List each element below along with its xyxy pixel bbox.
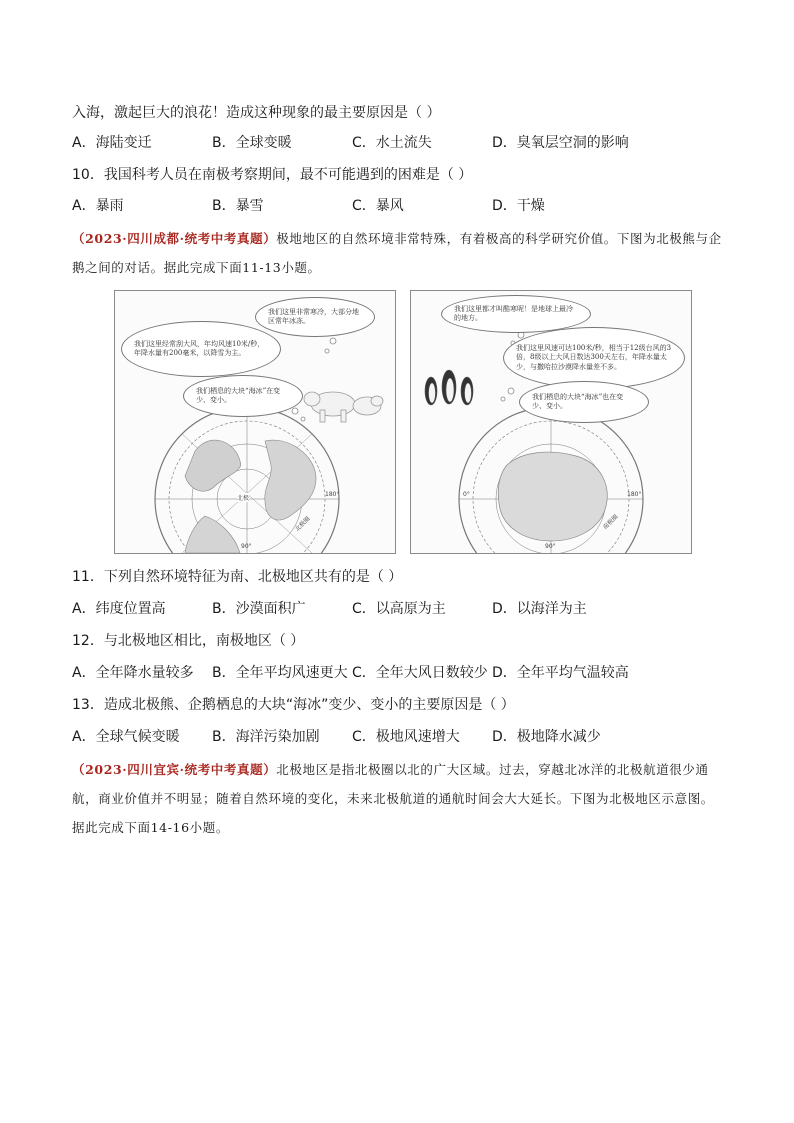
source-tag: （2023·四川宜宾·统考中考真题） xyxy=(72,762,277,777)
intro-paragraph-1 xyxy=(72,224,722,282)
q9-option-d: D．臭氧层空洞的影响 xyxy=(492,135,629,151)
q12-option-b: B．全年平均风速更大 xyxy=(212,665,348,681)
q10-option-d: D．干燥 xyxy=(492,198,545,214)
q12-stem: 12．与北极地区相比，南极地区（ ） xyxy=(72,633,305,649)
q12-option-d: D．全年平均气温较高 xyxy=(492,665,629,681)
arctic-lon-90: 90° xyxy=(241,543,252,550)
q11-option-d: D．以海洋为主 xyxy=(492,601,587,617)
arctic-bubble-ice: 我们栖息的大块“海冰”在变少、变小。 xyxy=(183,375,303,417)
q13-option-c: C．极地风速增大 xyxy=(352,729,460,745)
intro-text: 极地地区的自然环境非常特殊，有着极高的科学研究价值。下图为北极熊与企鹅之间的对话。据此完成下面11-13小题。 xyxy=(72,231,722,275)
q11-option-b: B．沙漠面积广 xyxy=(212,601,306,617)
north-pole-label: 北极 xyxy=(237,495,250,502)
arctic-bubble-cold: 我们这里非常寒冷，大部分地区常年冰冻。 xyxy=(255,297,375,337)
antarctic-map xyxy=(459,407,643,553)
q10-option-c: C．暴风 xyxy=(352,198,404,214)
arctic-map xyxy=(155,407,339,553)
q11-stem: 11．下列自然环境特征为南、北极地区共有的是（ ） xyxy=(72,569,403,585)
figure-antarctic-panel xyxy=(410,290,692,554)
q11-option-a: A．纬度位置高 xyxy=(72,601,166,617)
intro-text: 北极地区是指北极圈以北的广大区域。过去，穿越北冰洋的北极航道很少通航，商业价值并不明显；随着自然环境的变化，未来北极航道的通航时间会大大延长。下图为北极地区示意图。据此完成下面14-16小题。 xyxy=(72,762,714,835)
q9-option-c: C．水土流失 xyxy=(352,135,432,151)
intro-paragraph-2 xyxy=(72,755,722,842)
q11-option-c: C．以高原为主 xyxy=(352,601,446,617)
polar-bear-icon xyxy=(304,392,383,422)
q9-stem: 入海，激起巨大的浪花！造成这种现象的最主要原因是（ ） xyxy=(72,105,441,121)
source-tag: （2023·四川成都·统考中考真题） xyxy=(72,231,277,246)
q9-option-b: B．全球变暖 xyxy=(212,135,292,151)
q9-option-a: A．海陆变迁 xyxy=(72,135,152,151)
q13-stem: 13．造成北极熊、企鹅栖息的大块“海冰”变少、变小的主要原因是（ ） xyxy=(72,697,515,713)
antarctic-bubble-ice: 我们栖息的大块“海冰”也在变少、变小。 xyxy=(519,381,649,423)
q12-option-a: A．全年降水量较多 xyxy=(72,665,194,681)
antarctic-lon-0: 0° xyxy=(463,491,470,498)
q13-option-b: B．海洋污染加剧 xyxy=(212,729,320,745)
q12-option-c: C．全年大风日数较少 xyxy=(352,665,488,681)
q13-option-a: A．全球气候变暖 xyxy=(72,729,180,745)
arctic-lon-180: 180° xyxy=(325,491,340,498)
antarctic-bubble-wind: 我们这里风速可达100米/秒，相当于12级台风的3倍，8级以上大风日数达300天左右，年降水量太少，与撒哈拉沙漠降水量差不多。 xyxy=(503,327,685,389)
q10-option-b: B．暴雪 xyxy=(212,198,264,214)
figure-arctic-panel xyxy=(114,290,396,554)
q10-option-a: A．暴雨 xyxy=(72,198,124,214)
q13-option-d: D．极地降水减少 xyxy=(492,729,601,745)
antarctic-bubble-cold: 我们这里都才叫酷寒呢！是地球上最冷的地方。 xyxy=(441,295,591,333)
arctic-bubble-wind: 我们这里经常刮大风，年均风速10米/秒，年降水量有200毫米，以降雪为主。 xyxy=(121,321,281,377)
q10-stem: 10．我国科考人员在南极考察期间，最不可能遇到的困难是（ ） xyxy=(72,167,473,183)
arctic-circle-label: 北极圈 xyxy=(293,515,312,534)
antarctic-circle-label: 南极圈 xyxy=(601,513,620,532)
antarctic-lon-180: 180° xyxy=(627,491,642,498)
antarctic-lon-90: 90° xyxy=(545,543,556,550)
penguin-icon xyxy=(425,370,473,405)
